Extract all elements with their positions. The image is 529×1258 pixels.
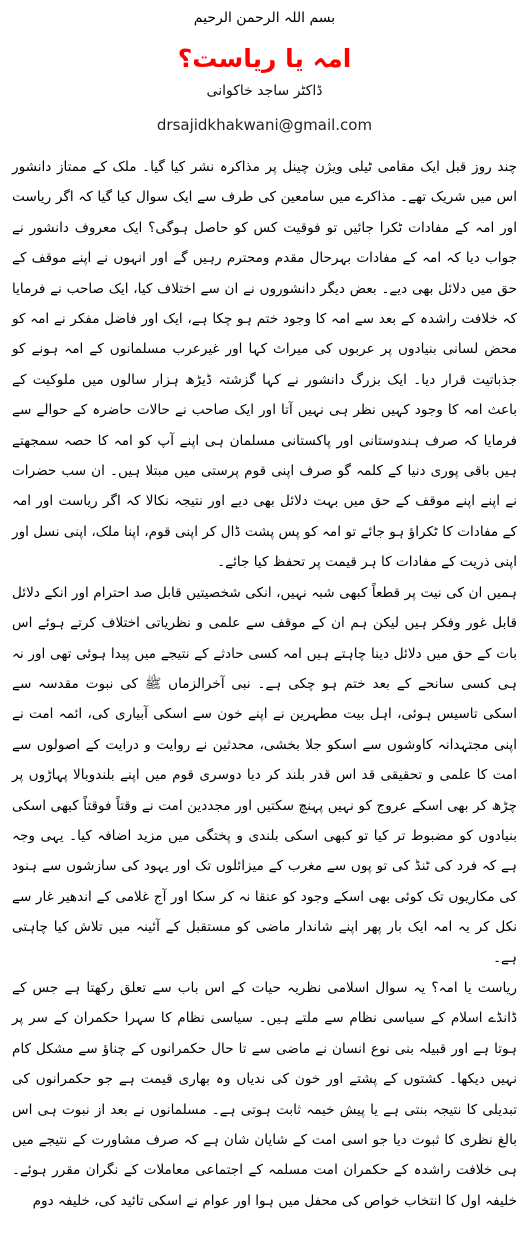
basmala: بسم اللہ الرحمن الرحیم <box>193 10 336 26</box>
article-header <box>12 8 517 136</box>
author-name: ڈاکٹر ساجد خاکوانی <box>206 83 323 99</box>
paragraph-1: چند روز قبل ایک مقامی ٹیلی ویژن چینل پر مذاکرہ نشر کیا گیا۔ ملک کے ممتاز دانشور اس میں شریک تھے۔ مذاکرے میں سامعین کی طرف سے ایک سوال کیا گیا کہ اگر ریاست اور امہ کے مفادات ٹکرا جائیں تو فوقیت کس کو حاصل ہوگی؟ ایک معروف دانشور نے جواب دیا کہ امہ کے مفادات بہرحال مقدم ومحترم رہیں گے اور انہوں نے اپنے موقف کے حق میں دلائل بھی دیے۔ بعض دیگر دانشوروں نے ان سے اختلاف کیا، ایک صاحب نے فرمایا کہ خلافت راشدہ کے بعد سے امہ کا وجود ختم ہو چکا ہے، ایک اور فاضل مفکر نے امہ کو محض لسانی بنیادوں پر عربوں کی میراث کہا اور غیرعرب مسلمانوں کے امہ ہونے کو جذباتیت قرار دیا۔ ایک بزرگ دانشور نے کہا گزشتہ ڈیڑھ ہزار سالوں میں ملوکیت کے باعث امہ کا وجود کہیں نظر ہی نہیں آتا اور ایک صاحب نے حالات حاضرہ کے حوالے سے فرمایا کہ صرف ہندوستانی اور پاکستانی مسلمان ہی اپنے آپ کو امہ کا حصہ سمجھتے ہیں باقی پوری دنیا کے کلمہ گو صرف اپنی قوم پرستی میں مبتلا ہیں۔ ان سب حضرات نے اپنے اپنے موقف کے حق میں بہت دلائل بھی دیے اور نتیجہ نکالا کہ اگر ریاست اور امہ کے مفادات کا ٹکراؤ ہو جائے تو امہ کو پس پشت ڈال کر اپنی قوم، اپنا ملک، اپنی نسل اور اپنی ذریت کے مفادات کا ہر قیمت پر تحفظ کیا جائے۔ <box>12 159 517 571</box>
article-body <box>12 152 517 1216</box>
article-title: امہ یا ریاست؟ <box>177 44 352 73</box>
paragraph-2: ہمیں ان کی نیت پر قطعاً کبھی شبہ نہیں، انکی شخصیتیں قابل صد احترام اور انکے دلائل قابل غور وفکر ہیں لیکن ہم ان کے موقف سے علمی و نظریاتی اختلاف کرتے ہوئے اس بات کے حق میں دلائل دینا چاہتے ہیں امہ کسی حادثے کے نتیجے میں پیدا ہوئی تھی اور نہ ہی کسی سانحے کے بعد ختم ہو چکی ہے۔ نبی آخرالزماں ﷺ کی نبوت مقدسہ سے اسکی تاسیس ہوئی، اہل بیت مطہرین نے اپنے خون سے اسکی آبیاری کی، ائمہ امت نے اپنی مجتہدانہ کاوشوں سے اسکو جلا بخشی، محدثین نے روایت و درایت کے اصولوں سے امت کا علمی و تحقیقی قد اس قدر بلند کر دیا دوسری قوم میں اپنے بلندوبالا پہاڑوں پر چڑھ کر بھی اسکے عروج کو نہیں پہنچ سکتیں اور مجددین امت نے وقتاً فوقتاً کبھی اسکی بنیادوں کو مضبوط تر کیا تو کبھی اسکی بلندی و پختگی میں مزید اضافہ کیا۔ یہی وجہ ہے کہ فرد کی ٹنڈ کی تو پوں سے مغرب کے میزائلوں تک اور یہود کی سازشوں سے ہنود کی مکاریوں تک کوئی بھی اسکے وجود کو عنقا نہ کر سکا اور آج غلامی کے اندھیر غار سے نکل کر یہ امہ ایک بار پھر اپنے شاندار ماضی کو مستقبل کے آئینہ میں تلاش کیا چاہتی ہے۔ <box>12 584 517 966</box>
paragraph-3: ریاست یا امہ؟ یہ سوال اسلامی نظریہ حیات کے اس باب سے تعلق رکھتا ہے جس کے ڈانڈے اسلام کے سیاسی نظام سے ملتے ہیں۔ سیاسی نظام کا سہرا حکمران کے سر پر ہوتا ہے اور قبیلہ بنی نوع انسان نے ماضی سے تا حال حکمرانوں کے چناؤ سے مشکل کام نہیں دیکھا۔ کشتوں کے پشتے اور خون کی ندیاں وہ بھاری قیمت ہے جو حکمرانوں کی تبدیلی کا نتیجہ بنتی ہے یا پیش خیمہ ثابت ہوتی ہے۔ مسلمانوں نے بعد از نبوت ہی اس بالغ نظری کا ثبوت دیا جو اسی امت کے شایان شان ہے کہ صرف مشاورت کے نتیجے میں ہی خلافت راشدہ کے حکمران امت مسلمہ کے اجتماعی معاملات کے نگران مقرر ہوئے۔ خلیفہ اول کا انتخاب خواص کی محفل میں ہوا اور عوام نے اسکی تائید کی، خلیفہ دوم <box>12 979 517 1209</box>
author-email: drsajidkhakwani@gmail.com <box>156 116 373 134</box>
